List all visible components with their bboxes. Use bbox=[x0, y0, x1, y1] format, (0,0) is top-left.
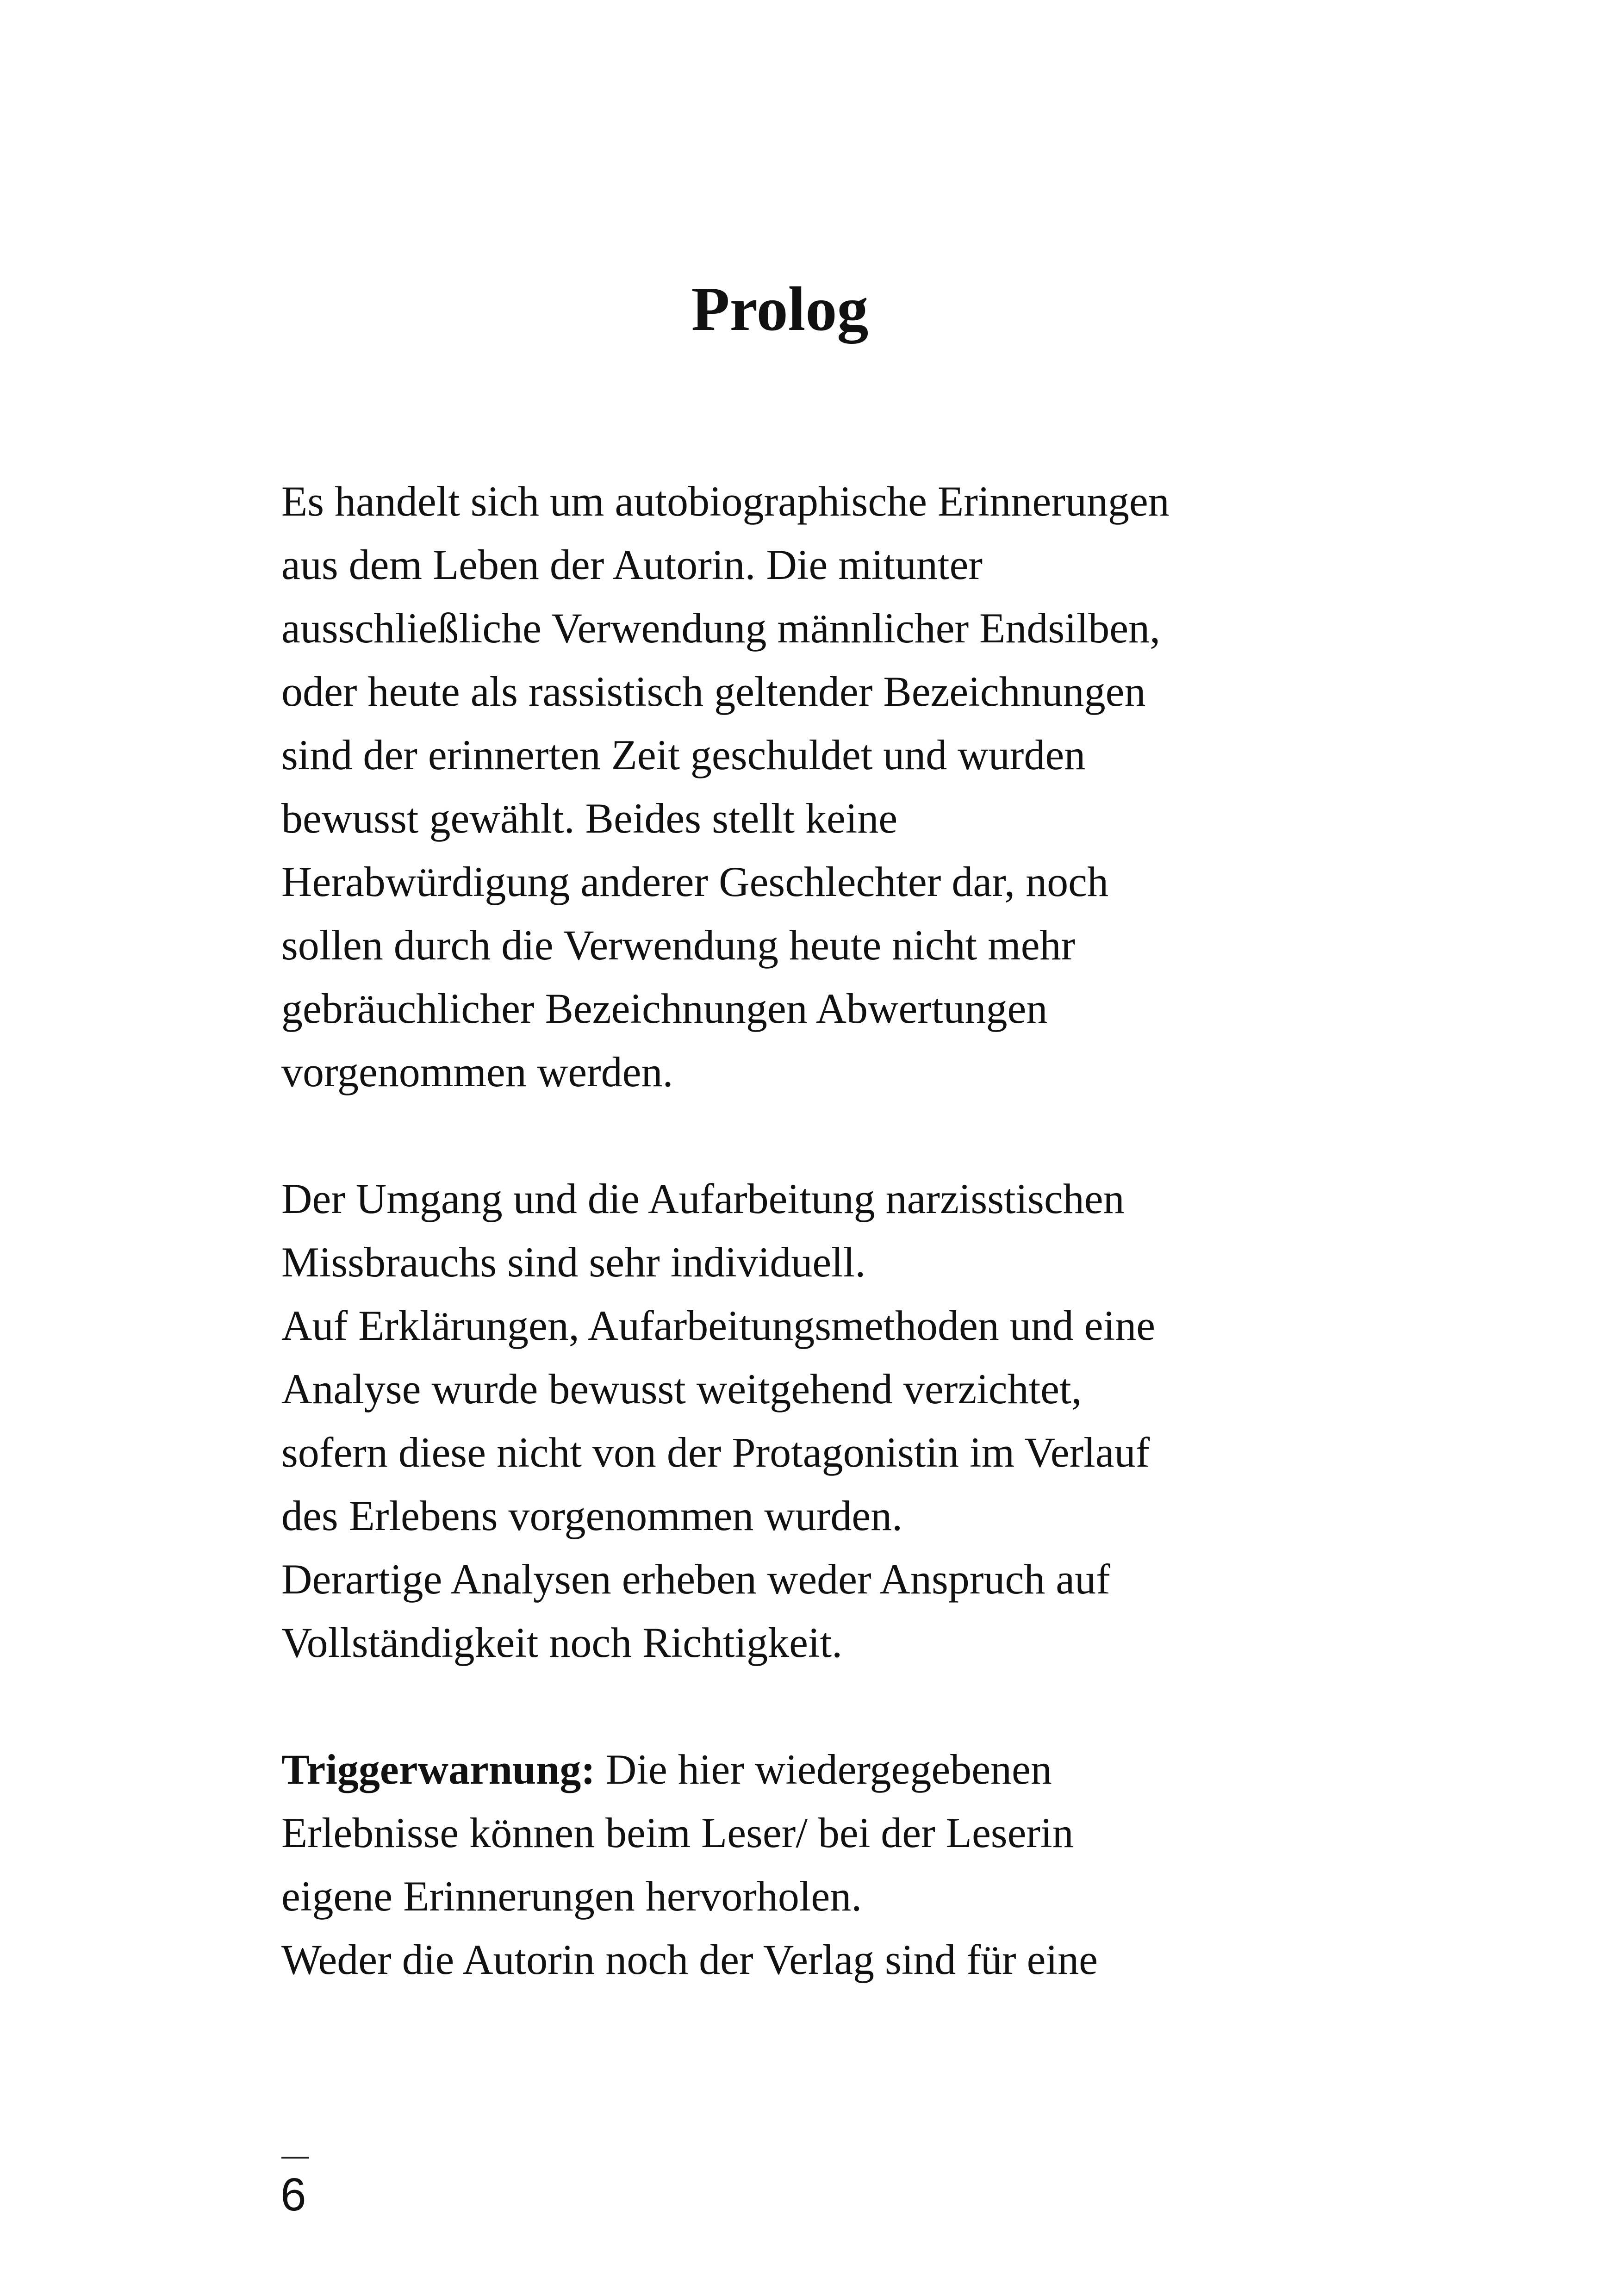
text-line: bewusst gewählt. Beides stellt keine bbox=[281, 795, 898, 842]
trigger-warning-label: Triggerwarnung: bbox=[281, 1746, 596, 1793]
text-line: des Erlebens vorgenommen wurden. bbox=[281, 1492, 903, 1539]
text-line: Erlebnisse können beim Leser/ bei der Leserin bbox=[281, 1809, 1074, 1856]
text-line: Auf Erklärungen, Aufarbeitungsmethoden und eine bbox=[281, 1302, 1156, 1349]
text-line: aus dem Leben der Autorin. Die mitunter bbox=[281, 541, 983, 588]
text-line: oder heute als rassistisch geltender Bezeichnungen bbox=[281, 668, 1146, 715]
trigger-warning-text: Die hier wiedergegebenen bbox=[595, 1746, 1052, 1793]
text-line: Herabwürdigung anderer Geschlechter dar, noch bbox=[281, 858, 1108, 905]
paragraph-trigger-warning bbox=[281, 1738, 1346, 1991]
paragraph-disclaimer bbox=[281, 470, 1346, 1104]
text-line: Vollständigkeit noch Richtigkeit. bbox=[281, 1619, 843, 1666]
text-line: eigene Erinnerungen hervorholen. bbox=[281, 1873, 862, 1920]
text-line: Analyse wurde bewusst weitgehend verzichtet, bbox=[281, 1365, 1082, 1412]
text-line: gebräuchlicher Bezeichnungen Abwertungen bbox=[281, 985, 1048, 1032]
footer-rule bbox=[281, 2157, 309, 2159]
page-title: Prolog bbox=[691, 274, 869, 344]
text-line: Es handelt sich um autobiographische Erinnerungen bbox=[281, 478, 1170, 525]
text-line: Derartige Analysen erheben weder Anspruch auf bbox=[281, 1556, 1110, 1603]
text-line bbox=[281, 1738, 1346, 1801]
body-text bbox=[281, 470, 1346, 1991]
text-line: sind der erinnerten Zeit geschuldet und wurden bbox=[281, 731, 1086, 778]
text-line: sollen durch die Verwendung heute nicht mehr bbox=[281, 921, 1076, 969]
text-line: vorgenommen werden. bbox=[281, 1048, 673, 1095]
text-line: Missbrauchs sind sehr individuell. bbox=[281, 1238, 866, 1286]
text-line: Weder die Autorin noch der Verlag sind für eine bbox=[281, 1936, 1098, 1983]
text-line: sofern diese nicht von der Protagonistin im Verlauf bbox=[281, 1429, 1150, 1476]
paragraph-analysis bbox=[281, 1167, 1346, 1674]
text-line: Der Umgang und die Aufarbeitung narzisstischen bbox=[281, 1175, 1125, 1222]
page-number: 6 bbox=[280, 2169, 306, 2221]
text-line: ausschließliche Verwendung männlicher Endsilben, bbox=[281, 604, 1161, 652]
